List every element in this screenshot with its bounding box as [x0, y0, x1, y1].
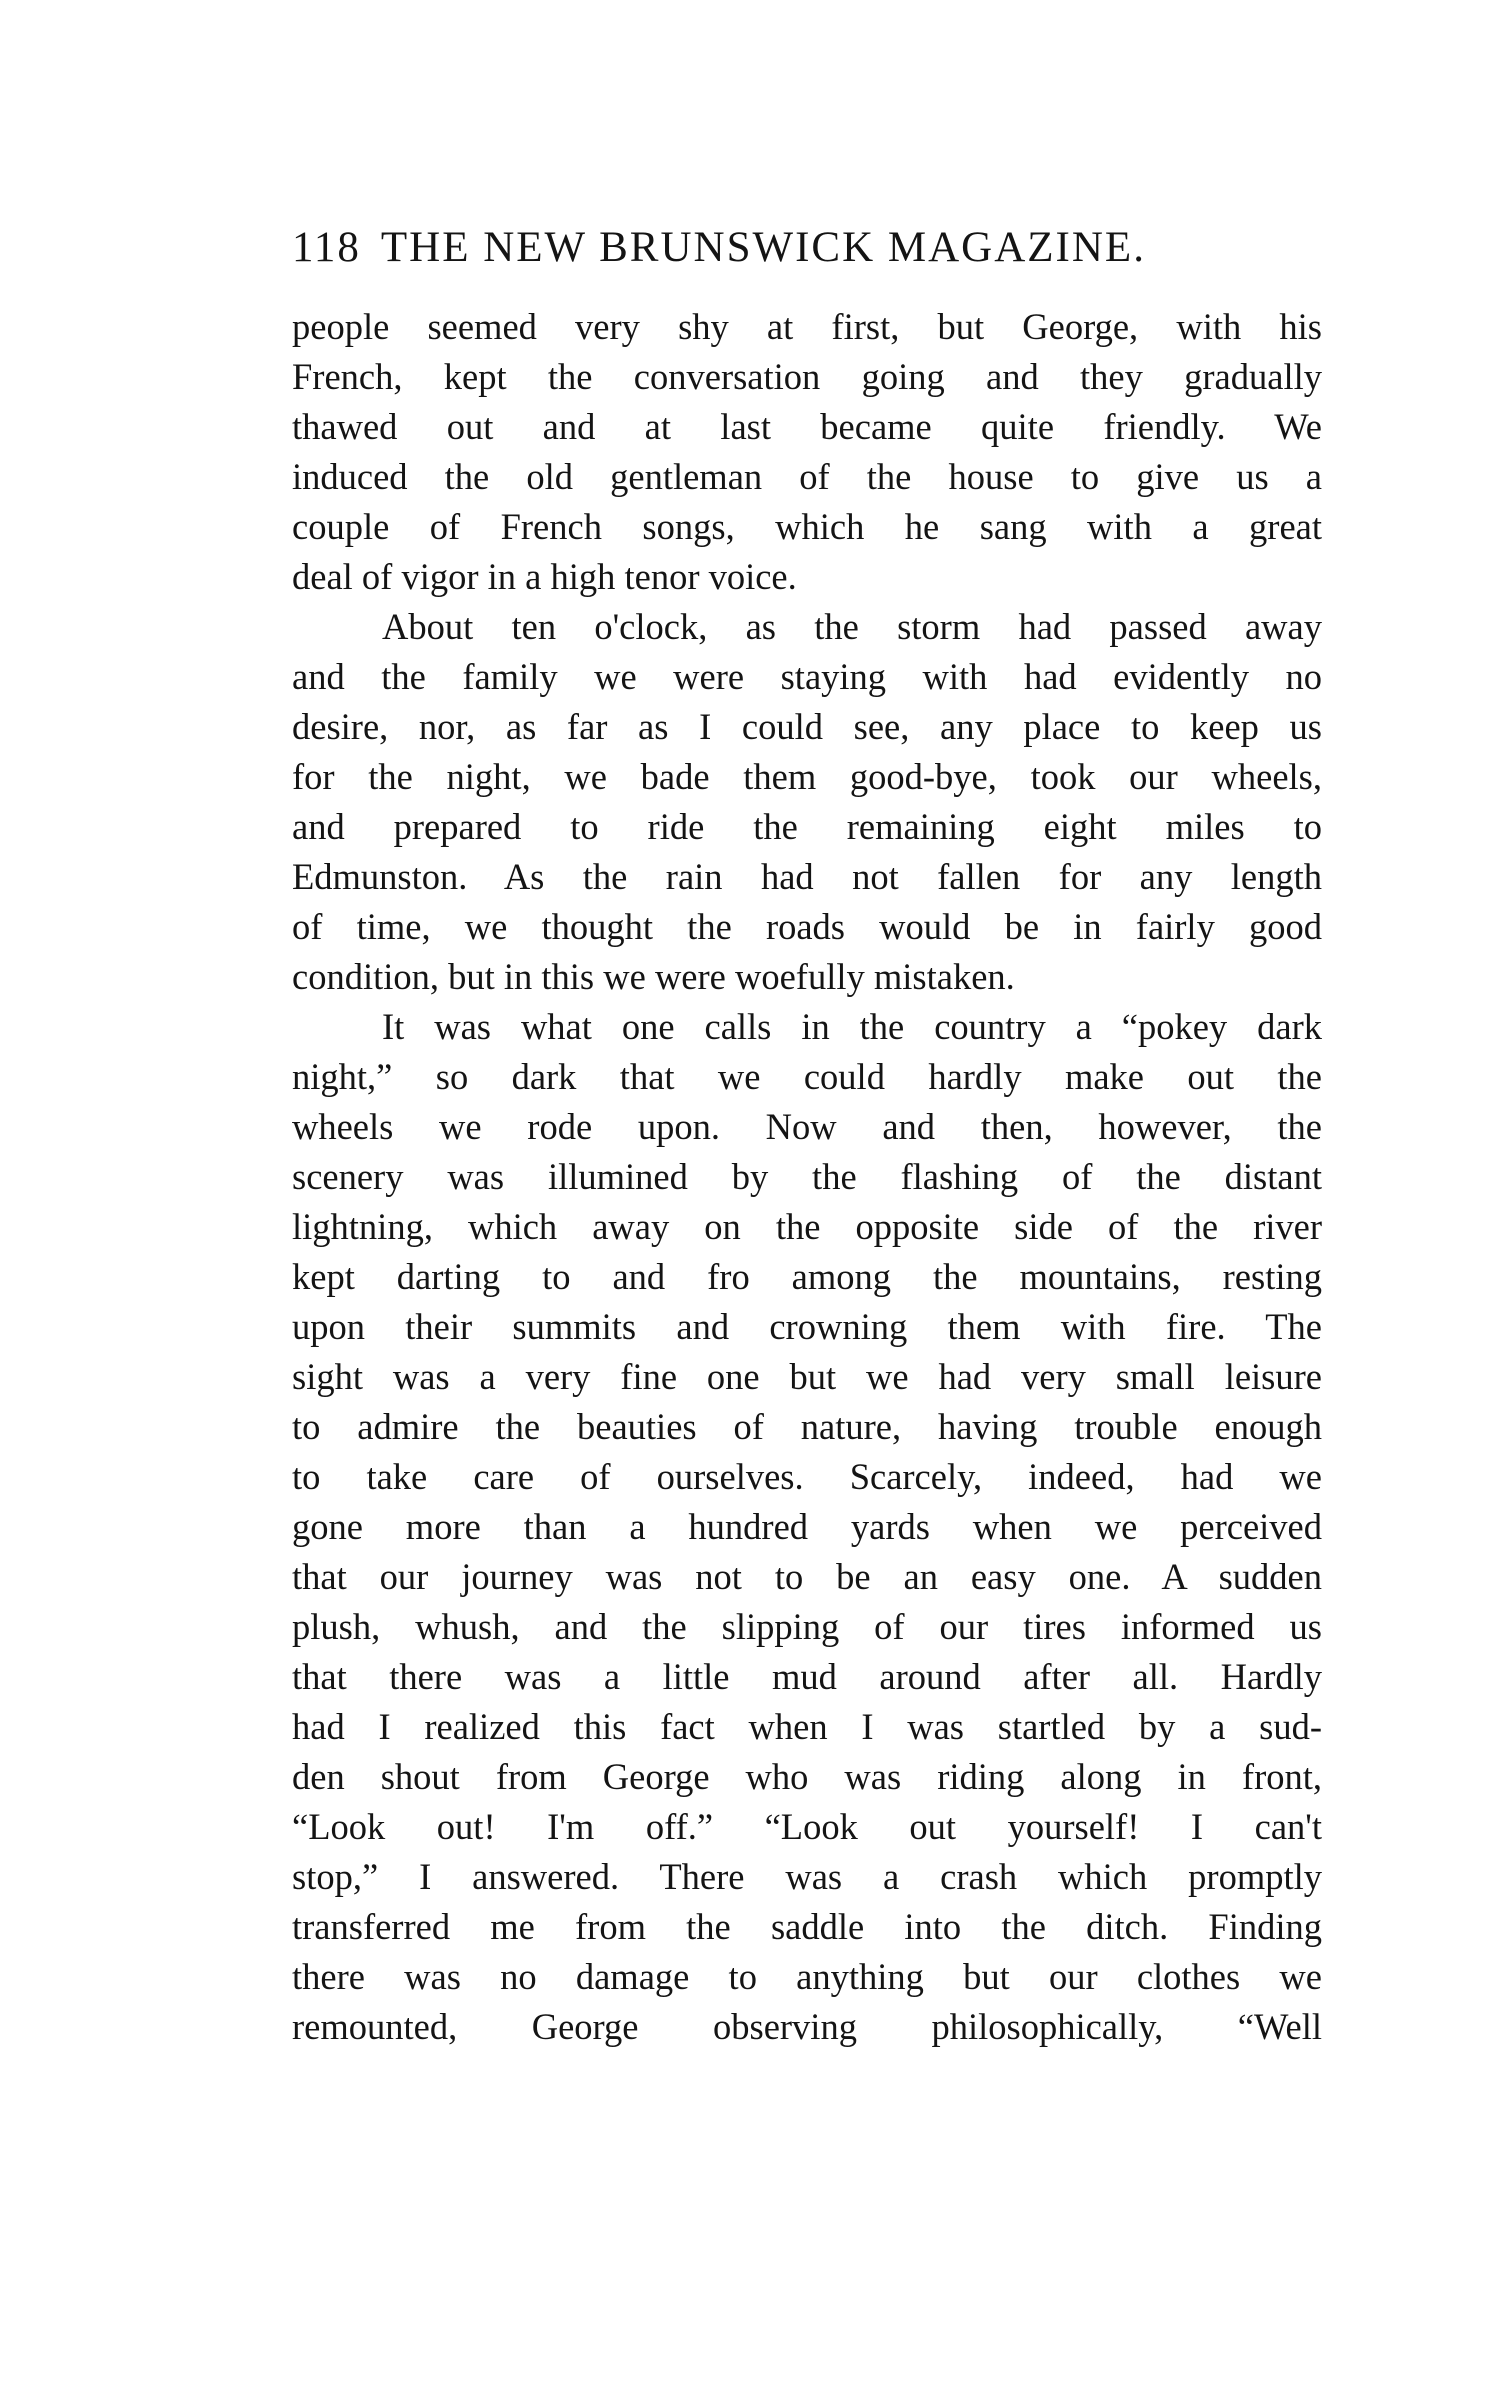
paragraph-3 [292, 1002, 1322, 2052]
text-line: “Look out! I'm off.” “Look out yourself! I can't [292, 1806, 1322, 1847]
text-line: condition, but in this we were woefully mistaken. [292, 956, 1015, 997]
text-line: deal of vigor in a high tenor voice. [292, 556, 797, 597]
text-line: and prepared to ride the remaining eight miles to [292, 806, 1322, 847]
text-line: plush, whush, and the slipping of our tires informed us [292, 1606, 1322, 1647]
text-line: to take care of ourselves. Scarcely, indeed, had we [292, 1456, 1322, 1497]
text-line: had I realized this fact when I was startled by a sud- [292, 1706, 1322, 1747]
running-title: THE NEW BRUNSWICK MAGAZINE. [380, 224, 1146, 271]
text-line: thawed out and at last became quite friendly. We [292, 406, 1322, 447]
text-line: of time, we thought the roads would be in fairly good [292, 906, 1322, 947]
text-line: night,” so dark that we could hardly make out the [292, 1056, 1322, 1097]
text-line: that there was a little mud around after all. Hardly [292, 1656, 1322, 1697]
text-line: scenery was illumined by the flashing of the distant [292, 1156, 1322, 1197]
page-number: 118 [292, 224, 361, 271]
text-line: there was no damage to anything but our clothes we [292, 1956, 1322, 1997]
text-line: couple of French songs, which he sang with a great [292, 506, 1322, 547]
text-line: lightning, which away on the opposite side of the river [292, 1206, 1322, 1247]
text-line: desire, nor, as far as I could see, any place to keep us [292, 706, 1322, 747]
text-line: and the family we were staying with had evidently no [292, 656, 1322, 697]
text-line: stop,” I answered. There was a crash which promptly [292, 1856, 1322, 1897]
text-line: sight was a very fine one but we had very small leisure [292, 1356, 1322, 1397]
text-line: upon their summits and crowning them with fire. The [292, 1306, 1322, 1347]
text-line: to admire the beauties of nature, having trouble enough [292, 1406, 1322, 1447]
paragraph-1 [292, 302, 1322, 602]
text-line: transferred me from the saddle into the ditch. Finding [292, 1906, 1322, 1947]
text-line: den shout from George who was riding along in front, [292, 1756, 1322, 1797]
text-line: remounted, George observing philosophically, “Well [292, 2006, 1322, 2047]
text-line: Edmunston. As the rain had not fallen for any length [292, 856, 1322, 897]
text-line: It was what one calls in the country a “pokey dark [382, 1006, 1322, 1047]
body-text [292, 302, 1322, 2052]
text-line: people seemed very shy at first, but George, with his [292, 306, 1322, 347]
text-line: French, kept the conversation going and they gradually [292, 356, 1322, 397]
text-line: that our journey was not to be an easy one. A sudden [292, 1556, 1322, 1597]
text-line: gone more than a hundred yards when we perceived [292, 1506, 1322, 1547]
text-line: kept darting to and fro among the mountains, resting [292, 1256, 1322, 1297]
text-line: About ten o'clock, as the storm had passed away [382, 606, 1322, 647]
paragraph-2 [292, 602, 1322, 1002]
text-line: induced the old gentleman of the house to give us a [292, 456, 1322, 497]
text-line: for the night, we bade them good-bye, took our wheels, [292, 756, 1322, 797]
text-line: wheels we rode upon. Now and then, however, the [292, 1106, 1322, 1147]
running-header [292, 218, 1332, 278]
